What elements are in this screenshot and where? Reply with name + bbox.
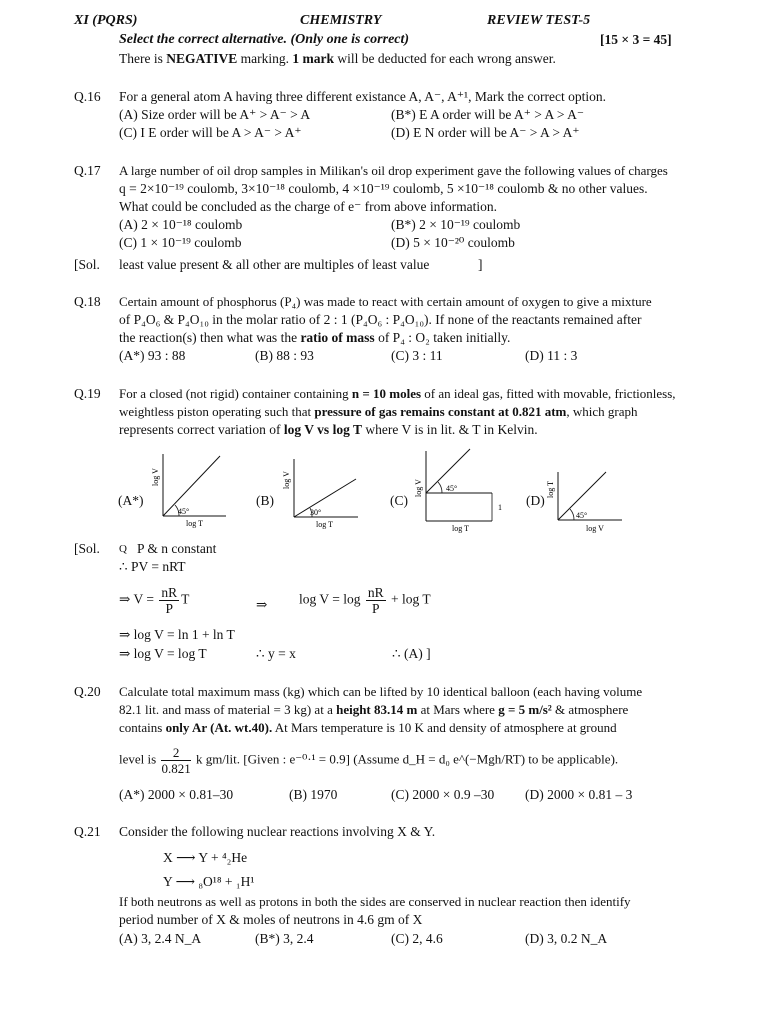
option-c[interactable]: (C) 1 × 10⁻¹⁹ coulomb	[119, 235, 242, 250]
solution-line: ⇒ log V = ln 1 + ln T	[119, 627, 235, 642]
header-class: XI (PQRS)	[74, 13, 138, 28]
question-number: Q.20	[74, 684, 101, 699]
angle-label: 45°	[178, 507, 190, 516]
question-text: contains only Ar (At. wt.40). At Mars temperature is 10 K and density of atmosphere at ground	[119, 720, 617, 735]
options-row	[119, 124, 694, 142]
question-19	[119, 385, 694, 439]
option-c[interactable]: (C) I E order will be A > A⁻ > A⁺	[119, 125, 302, 140]
option-d[interactable]: (D) 2000 × 0.81 – 3	[525, 787, 633, 802]
instruction: Select the correct alternative. (Only one is correct)	[119, 32, 410, 47]
option-d[interactable]: (D)	[526, 493, 545, 508]
x-label: log T	[316, 520, 333, 529]
question-text: A large number of oil drop samples in Milikan's oil drop experiment gave the following values of charges	[119, 163, 668, 178]
question-text: of P₄O₆ & P₄O₁₀ in the molar ratio of 2 : 1 (P₄O₆ : P₄O₁₀). If none of the reactants remained after	[119, 312, 642, 327]
solution-line: ∴ y = x	[256, 646, 296, 661]
reaction-1: X ⟶ Y + ⁴₂He	[163, 850, 248, 865]
solution-line: ∴ PV = nRT	[119, 559, 186, 574]
solution-tag: [Sol.	[74, 257, 100, 272]
option-a[interactable]: (A) Size order will be A⁺ > A⁻ > A	[119, 107, 311, 122]
y-label: log T	[546, 481, 555, 498]
x-label: log V	[586, 524, 604, 533]
option-a[interactable]: (A*) 2000 × 0.81–30	[119, 787, 234, 802]
option-c[interactable]: (C)	[390, 493, 408, 508]
option-d[interactable]: (D) E N order will be A⁻ > A > A⁺	[391, 125, 580, 140]
solution-end: ]	[478, 257, 483, 272]
option-a[interactable]: (A) 2 × 10⁻¹⁸ coulomb	[119, 217, 243, 232]
y-label: log V	[414, 479, 423, 497]
question-20	[119, 683, 694, 737]
option-c[interactable]: (C) 3 : 11	[391, 348, 443, 363]
question-text: level is $\frac{2}{0.821}$ k gm/lit. [Given : e⁻⁰·¹ = 0.9] (Assume d_H = d₀ e^(−Mgh/RT) to be applicable).	[119, 745, 619, 776]
reaction-2: Y ⟶ ₈O¹⁸ + ₁H¹	[163, 874, 255, 889]
option-b[interactable]: (B*) 3, 2.4	[255, 931, 314, 946]
angle-label: 30°	[310, 508, 322, 517]
graph-a	[148, 450, 228, 532]
question-text: period number of X & moles of neutrons in 4.6 gm of X	[119, 912, 423, 927]
question-text: For a general atom A having three different existance A, A⁻, A⁺¹, Mark the correct option.	[119, 89, 607, 104]
option-d[interactable]: (D) 3, 0.2 N_A	[525, 931, 608, 946]
angle-label: 45°	[446, 484, 458, 493]
negative-note: There is NEGATIVE marking. 1 mark will be deducted for each wrong answer.	[119, 51, 556, 66]
plot-line	[163, 456, 220, 516]
question-text: the reaction(s) then what was the ratio of mass of P₄ : O₂ taken initially.	[119, 330, 511, 345]
x-label: log T	[452, 524, 469, 533]
question-text: What could be concluded as the charge of e⁻ from above information.	[119, 199, 497, 214]
option-b[interactable]: (B)	[256, 493, 274, 508]
question-text: represents correct variation of log V vs log T where V is in lit. & T in Kelvin.	[119, 422, 538, 437]
y-label: log V	[151, 468, 160, 486]
graph-d	[544, 470, 624, 536]
solution-tag: [Sol.	[74, 541, 100, 556]
question-number: Q.21	[74, 824, 101, 839]
question-text: q = 2×10⁻¹⁹ coulomb, 3×10⁻¹⁸ coulomb, 4 ×10⁻¹⁹ coulomb, 5 ×10⁻¹⁸ coulomb & no other values.	[119, 181, 648, 196]
option-d[interactable]: (D) 5 × 10⁻²⁰ coulomb	[391, 235, 515, 250]
question-text: If both neutrons as well as protons in both the sides are conserved in nuclear reaction then identify	[119, 894, 631, 909]
y-label: log V	[282, 471, 291, 489]
option-c[interactable]: (C) 2000 × 0.9 –30	[391, 787, 495, 802]
option-d[interactable]: (D) 11 : 3	[525, 348, 578, 363]
option-b[interactable]: (B) 88 : 93	[255, 348, 314, 363]
solution-equation: ⇒ V = $\frac{nR}{P}$ T	[119, 585, 190, 616]
fraction-2-0821: $\frac{2}{0.821}$	[161, 745, 191, 776]
marks: [15 × 3 = 45]	[600, 32, 672, 47]
option-a[interactable]: (A*) 93 : 88	[119, 348, 186, 363]
intercept-label: 1	[498, 503, 502, 512]
option-b[interactable]: (B*) E A order will be A⁺ > A > A⁻	[391, 107, 584, 122]
question-text: weightless piston operating such that pressure of gas remains constant at 0.821 atm, which graph	[119, 404, 638, 419]
solution-answer: ∴ (A) ]	[392, 646, 431, 661]
question-number: Q.19	[74, 386, 101, 401]
question-17	[119, 162, 694, 252]
question-text: Calculate total maximum mass (kg) which can be lifted by 10 identical balloon (each having volume	[119, 684, 643, 699]
question-text: For a closed (not rigid) container containing n = 10 moles of an ideal gas, fitted with movable, frictionless,	[119, 386, 676, 401]
angle-arc	[438, 482, 442, 493]
option-c[interactable]: (C) 2, 4.6	[391, 931, 443, 946]
solution-equation: log V = log $\frac{nR}{P}$ + log T	[299, 585, 431, 616]
graph-b	[280, 455, 360, 533]
angle-label: 45°	[576, 511, 588, 520]
solution-line: P & n constant	[137, 541, 217, 556]
question-18	[119, 293, 694, 365]
option-a[interactable]: (A*)	[118, 493, 144, 508]
question-16	[119, 88, 694, 142]
fraction-nR-P: $\frac{nR}{P}$	[367, 585, 384, 616]
solution-text: least value present & all other are multiples of least value	[119, 257, 430, 272]
header-subject: CHEMISTRY	[300, 13, 382, 28]
fraction-nR-P: $\frac{nR}{P}$	[161, 585, 178, 616]
question-text: Consider the following nuclear reactions involving X & Y.	[119, 824, 436, 839]
options-row	[119, 234, 694, 252]
option-a[interactable]: (A) 3, 2.4 N_A	[119, 931, 202, 946]
graph-c	[412, 447, 512, 537]
x-label: log T	[186, 519, 203, 528]
option-b[interactable]: (B*) 2 × 10⁻¹⁹ coulomb	[391, 217, 521, 232]
options-row	[119, 216, 694, 234]
option-b[interactable]: (B) 1970	[289, 787, 338, 802]
question-text: 82.1 lit. and mass of material = 3 kg) at a height 83.14 m at Mars where g = 5 m/s² & atmosphere	[119, 702, 629, 717]
solution-line: ⇒ log V = log T	[119, 646, 207, 661]
plot-line	[294, 479, 356, 517]
implies-symbol: ⇒	[256, 597, 268, 612]
question-number: Q.18	[74, 294, 101, 309]
options-row	[119, 106, 694, 124]
angle-arc	[570, 509, 574, 520]
header-test: REVIEW TEST-5	[487, 13, 591, 28]
since-symbol: Q	[119, 543, 127, 555]
question-text: Certain amount of phosphorus (P₄) was made to react with certain amount of oxygen to give a mixture	[119, 294, 652, 309]
question-number: Q.16	[74, 89, 101, 104]
options-row	[119, 347, 694, 365]
question-number: Q.17	[74, 163, 101, 178]
